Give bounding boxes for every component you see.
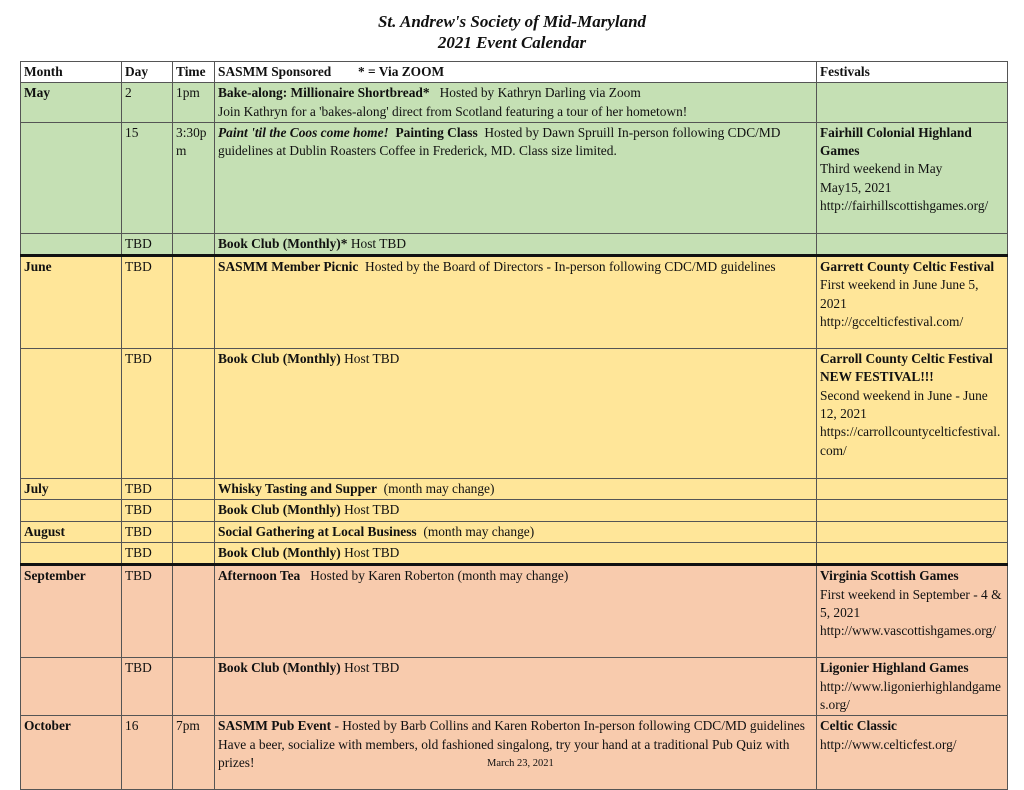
festival-cell: Celtic Classic http://www.celticfest.org/ bbox=[817, 716, 1008, 790]
header-row bbox=[21, 62, 1008, 83]
day-header: Day bbox=[122, 62, 173, 83]
festival-link[interactable]: http://www.vascottishgames.org/ bbox=[820, 623, 996, 639]
event-cell: Social Gathering at Local Business (month may change) bbox=[215, 521, 817, 542]
event-cell: Book Club (Monthly) Host TBD bbox=[215, 543, 817, 565]
event-cell: Paint 'til the Coos come home! Painting Class Hosted by Dawn Spruill In-person following CDC/MD guidelines at Dublin Roasters Coffee in Frederick, MD. Class size limited. bbox=[215, 122, 817, 233]
day-cell: TBD bbox=[122, 256, 173, 349]
festival-cell: Fairhill Colonial Highland Games Third weekend in May May15, 2021 http://fairhillscottishgames.org/ bbox=[817, 122, 1008, 233]
month-cell bbox=[21, 543, 122, 565]
month-cell: July bbox=[21, 479, 122, 500]
table-row bbox=[21, 256, 1008, 349]
document-subtitle: 2021 Event Calendar bbox=[437, 33, 587, 52]
event-cell: Whisky Tasting and Supper (month may change) bbox=[215, 479, 817, 500]
day-cell: TBD bbox=[122, 565, 173, 658]
day-cell: 15 bbox=[122, 122, 173, 233]
time-cell bbox=[173, 521, 215, 542]
festival-cell: Carroll County Celtic Festival NEW FESTIVAL!!! Second weekend in June - June 12, 2021 https://carrollcountycelticfestival.com/ bbox=[817, 349, 1008, 479]
event-cell: Afternoon Tea Hosted by Karen Roberton (month may change) bbox=[215, 565, 817, 658]
time-cell bbox=[173, 543, 215, 565]
month-cell bbox=[21, 658, 122, 716]
time-cell bbox=[173, 500, 215, 521]
day-cell: TBD bbox=[122, 521, 173, 542]
table-row bbox=[21, 479, 1008, 500]
event-cell: SASMM Pub Event - Hosted by Barb Collins and Karen Roberton In-person following CDC/MD guidelines Have a beer, socialize with members, old fashioned singalong, try your hand at a traditional Pub Quiz with prizes! bbox=[215, 716, 817, 790]
day-cell: TBD bbox=[122, 500, 173, 521]
festival-cell: Ligonier Highland Games http://www.ligonierhighlandgames.org/ bbox=[817, 658, 1008, 716]
festival-cell bbox=[817, 233, 1008, 255]
time-cell bbox=[173, 479, 215, 500]
time-cell bbox=[173, 233, 215, 255]
festival-link[interactable]: http://www.ligonierhighlandgames.org/ bbox=[820, 678, 1001, 712]
festivals-header: Festivals bbox=[817, 62, 1008, 83]
day-cell: TBD bbox=[122, 233, 173, 255]
festival-link[interactable]: http://gccelticfestival.com/ bbox=[820, 314, 964, 330]
time-cell: 7pm bbox=[173, 716, 215, 790]
month-cell: August bbox=[21, 521, 122, 542]
festival-cell bbox=[817, 521, 1008, 542]
event-cell: Bake-along: Millionaire Shortbread* Hosted by Kathryn Darling via Zoom Join Kathryn for a 'bakes-along' direct from Scotland featuring a tour of her hometown! bbox=[215, 83, 817, 123]
month-cell bbox=[21, 122, 122, 233]
day-cell: TBD bbox=[122, 543, 173, 565]
document-title: St. Andrew's Society of Mid-Maryland bbox=[377, 12, 647, 31]
table-row bbox=[21, 233, 1008, 255]
month-cell: October bbox=[21, 716, 122, 790]
time-cell bbox=[173, 658, 215, 716]
table-row bbox=[21, 658, 1008, 716]
festival-cell: Garrett County Celtic Festival First weekend in June June 5, 2021 http://gccelticfestival.com/ bbox=[817, 256, 1008, 349]
table-row bbox=[21, 521, 1008, 542]
table-row bbox=[21, 349, 1008, 479]
month-cell bbox=[21, 500, 122, 521]
festival-link[interactable]: http://www.celticfest.org/ bbox=[820, 736, 957, 752]
zoom-note: * = Via ZOOM bbox=[358, 64, 445, 79]
event-cell: Book Club (Monthly)* Host TBD bbox=[215, 233, 817, 255]
festival-cell bbox=[817, 543, 1008, 565]
time-cell: 3:30pm bbox=[173, 122, 215, 233]
festival-cell bbox=[817, 83, 1008, 123]
day-cell: 16 bbox=[122, 716, 173, 790]
event-calendar-table bbox=[20, 61, 1008, 790]
table-row bbox=[21, 83, 1008, 123]
festival-cell bbox=[817, 500, 1008, 521]
month-cell bbox=[21, 349, 122, 479]
festival-link[interactable]: http://fairhillscottishgames.org/ bbox=[820, 198, 989, 214]
event-cell: Book Club (Monthly) Host TBD bbox=[215, 658, 817, 716]
sponsored-header: SASMM Sponsored * = Via ZOOM bbox=[215, 62, 817, 83]
time-cell bbox=[173, 349, 215, 479]
month-cell: September bbox=[21, 565, 122, 658]
time-cell bbox=[173, 565, 215, 658]
table-row bbox=[21, 565, 1008, 658]
event-cell: Book Club (Monthly) Host TBD bbox=[215, 349, 817, 479]
month-cell bbox=[21, 233, 122, 255]
festival-cell: Virginia Scottish Games First weekend in September - 4 & 5, 2021 http://www.vascottishgames.org/ bbox=[817, 565, 1008, 658]
time-cell bbox=[173, 256, 215, 349]
festival-link[interactable]: https://carrollcountycelticfestival.com/ bbox=[820, 424, 1001, 458]
festival-cell bbox=[817, 479, 1008, 500]
month-cell: June bbox=[21, 256, 122, 349]
time-header: Time bbox=[173, 62, 215, 83]
event-cell: SASMM Member Picnic Hosted by the Board of Directors - In-person following CDC/MD guidelines bbox=[215, 256, 817, 349]
day-cell: TBD bbox=[122, 479, 173, 500]
event-cell: Book Club (Monthly) Host TBD bbox=[215, 500, 817, 521]
day-cell: 2 bbox=[122, 83, 173, 123]
footer-date: March 23, 2021 bbox=[487, 758, 554, 769]
month-cell: May bbox=[21, 83, 122, 123]
time-cell: 1pm bbox=[173, 83, 215, 123]
table-row bbox=[21, 122, 1008, 233]
table-row bbox=[21, 543, 1008, 565]
day-cell: TBD bbox=[122, 349, 173, 479]
table-row bbox=[21, 716, 1008, 790]
month-header: Month bbox=[21, 62, 122, 83]
day-cell: TBD bbox=[122, 658, 173, 716]
table-row bbox=[21, 500, 1008, 521]
